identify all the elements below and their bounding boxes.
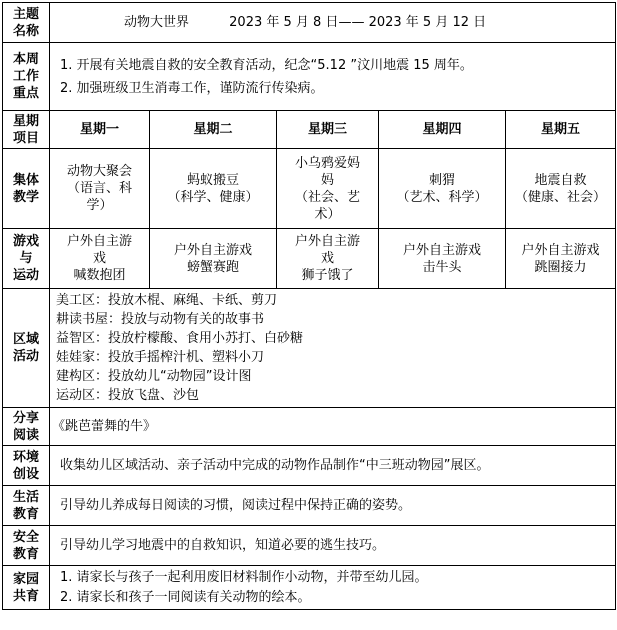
env-content: 收集幼儿区域活动、亲子活动中完成的动物作品制作“中三班动物园”展区。 [50, 446, 616, 486]
area-content [50, 289, 616, 408]
weekday-row [3, 111, 616, 149]
share-header: 分享 阅读 [3, 408, 50, 446]
family-item: 1. 请家长与孩子一起利用废旧材料制作小动物，并带至幼儿园。 [60, 569, 428, 585]
weekly-plan-table [2, 2, 616, 610]
focus-content [50, 43, 616, 111]
outdoor-cell-thursday: 户外自主游戏 击牛头 [379, 229, 506, 289]
theme-date-range: 2023 年 5 月 8 日—— 2023 年 5 月 12 日 [229, 15, 487, 30]
area-item: 娃娃家：投放手摇榨汁机、塑料小刀 [56, 350, 265, 365]
life-row [3, 486, 616, 526]
life-header: 生活 教育 [3, 486, 50, 526]
area-item: 建构区：投放幼儿“动物园”设计图 [56, 369, 252, 384]
safety-header: 安全 教育 [3, 526, 50, 566]
outdoor-header: 游戏 与 运动 [3, 229, 50, 289]
theme-content [50, 3, 616, 43]
outdoor-cell-monday: 户外自主游 戏 喊数抱团 [50, 229, 150, 289]
group-cell-wednesday: 小乌鸦爱妈 妈 （社会、艺 术） [277, 149, 379, 229]
focus-item: 1. 开展有关地震自救的安全教育活动，纪念“5.12 ”汶川地震 15 周年。 [60, 57, 473, 73]
day-thursday: 星期四 [379, 111, 506, 149]
family-content [50, 566, 616, 610]
theme-header: 主题 名称 [3, 3, 50, 43]
group-cell-tuesday: 蚂蚁搬豆 （科学、健康） [150, 149, 277, 229]
focus-row [3, 43, 616, 111]
family-header: 家园 共育 [3, 566, 50, 610]
focus-header: 本周 工作 重点 [3, 43, 50, 111]
outdoor-cell-tuesday: 户外自主游戏 螃蟹赛跑 [150, 229, 277, 289]
env-row [3, 446, 616, 486]
group-cell-thursday: 刺猬 （艺术、科学） [379, 149, 506, 229]
day-tuesday: 星期二 [150, 111, 277, 149]
day-wednesday: 星期三 [277, 111, 379, 149]
area-item: 运动区：投放飞盘、沙包 [56, 388, 200, 403]
group-cell-friday: 地震自救 （健康、社会） [506, 149, 616, 229]
env-header: 环境 创设 [3, 446, 50, 486]
area-item: 美工区：投放木棍、麻绳、卡纸、剪刀 [56, 293, 278, 308]
outdoor-row [3, 229, 616, 289]
group-teaching-row [3, 149, 616, 229]
group-header: 集体 教学 [3, 149, 50, 229]
family-row [3, 566, 616, 610]
outdoor-cell-wednesday: 户外自主游 戏 狮子饿了 [277, 229, 379, 289]
focus-item: 2. 加强班级卫生消毒工作，谨防流行传染病。 [60, 80, 324, 96]
outdoor-cell-friday: 户外自主游戏 跳圈接力 [506, 229, 616, 289]
theme-row [3, 3, 616, 43]
group-cell-monday: 动物大聚会 （语言、科 学） [50, 149, 150, 229]
share-row [3, 408, 616, 446]
life-content: 引导幼儿养成每日阅读的习惯，阅读过程中保持正确的姿势。 [50, 486, 616, 526]
weekday-header: 星期 项目 [3, 111, 50, 149]
day-monday: 星期一 [50, 111, 150, 149]
theme-name: 动物大世界 [124, 15, 190, 30]
safety-row [3, 526, 616, 566]
safety-content: 引导幼儿学习地震中的自救知识，知道必要的逃生技巧。 [50, 526, 616, 566]
family-item: 2. 请家长和孩子一同阅读有关动物的绘本。 [60, 589, 311, 605]
area-item: 耕读书屋：投放与动物有关的故事书 [56, 312, 265, 327]
day-friday: 星期五 [506, 111, 616, 149]
share-content: 《跳芭蕾舞的牛》 [50, 408, 616, 446]
area-item: 益智区：投放柠檬酸、食用小苏打、白砂糖 [56, 331, 304, 346]
area-header: 区域 活动 [3, 289, 50, 408]
area-row [3, 289, 616, 408]
